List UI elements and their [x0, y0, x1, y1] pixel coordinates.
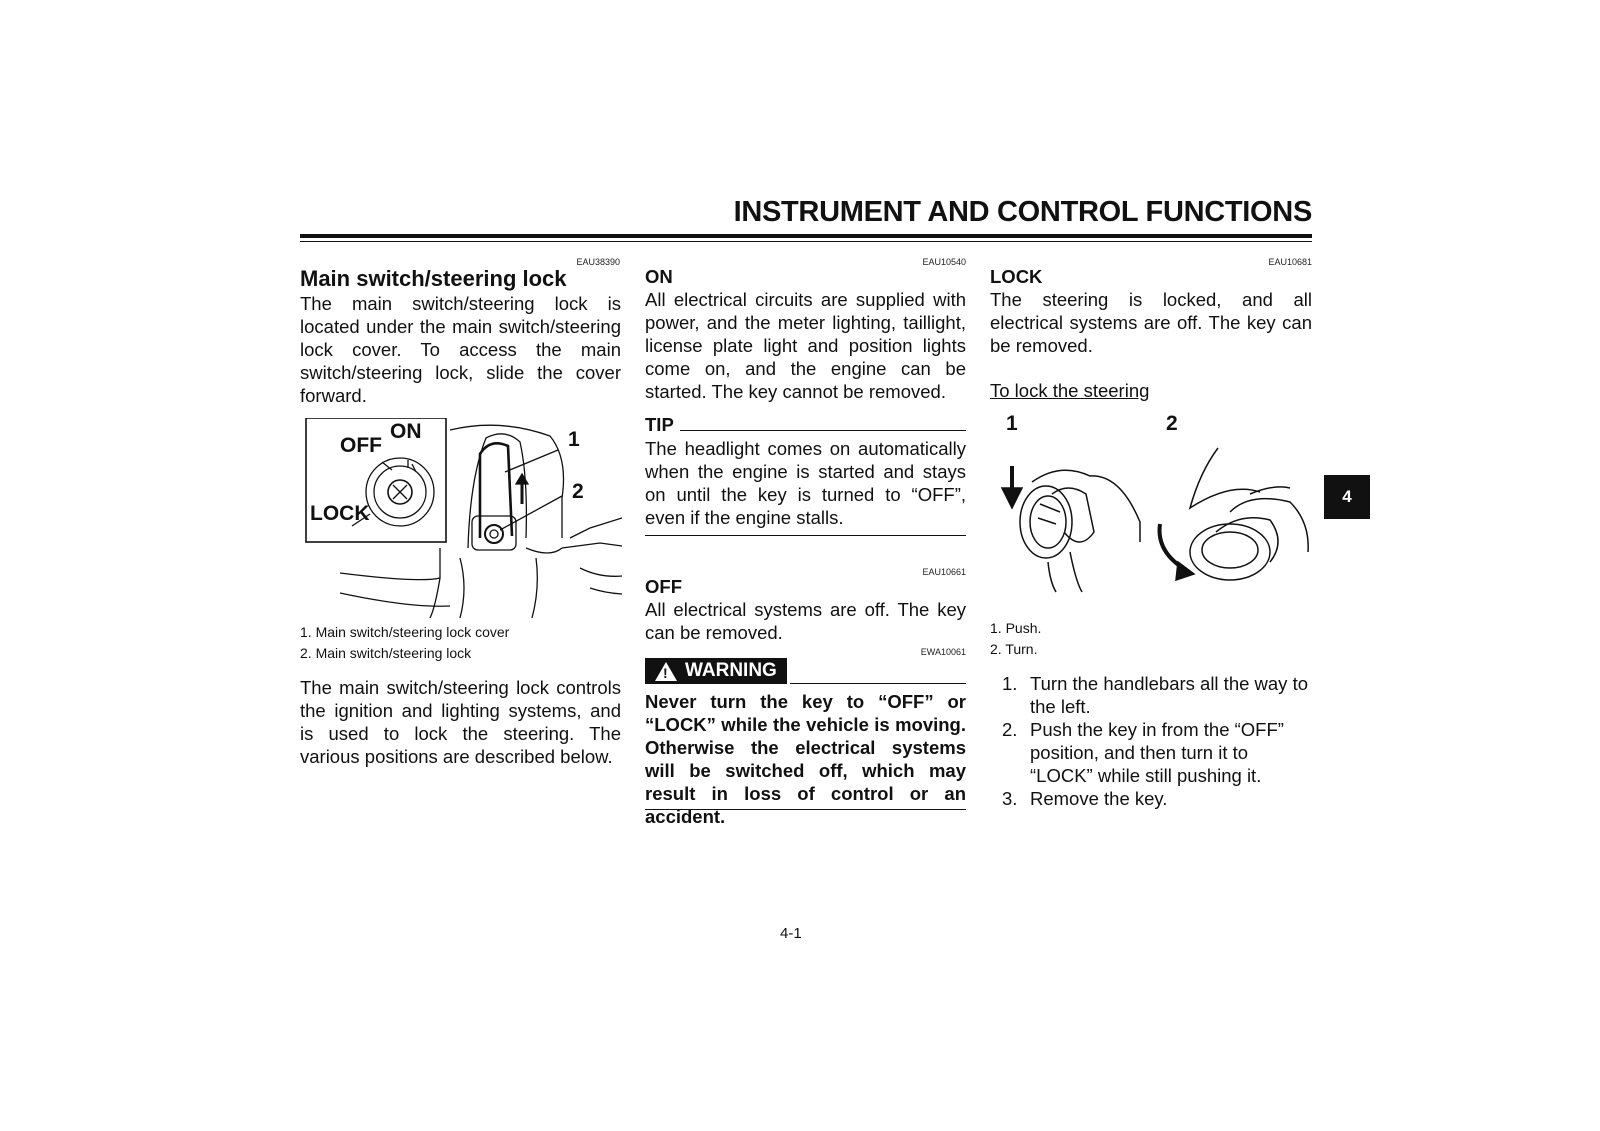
caption-item: 2. Turn. — [990, 641, 1038, 657]
push-turn-illustration — [990, 412, 1312, 612]
lock-code: EAU10681 — [1268, 257, 1312, 267]
header-rule — [300, 234, 1312, 238]
step-number: 3. — [1002, 788, 1018, 809]
caption-item: 2. Main switch/steering lock — [300, 645, 472, 661]
caption-item: 1. Push. — [990, 620, 1042, 636]
tip-heading: TIP — [645, 414, 674, 435]
step-text: Push the key in from the “OFF” position, and then turn it to “LOCK” while still pushing it. — [1030, 719, 1284, 786]
warning-rule — [790, 683, 966, 684]
tip-rule — [680, 430, 966, 431]
off-paragraph: All electrical systems are off. The key can be removed. — [645, 599, 966, 643]
figure-label-2: 2 — [1166, 412, 1178, 435]
label-on: ON — [390, 420, 422, 443]
warning-badge — [645, 658, 787, 684]
warning-icon: ! — [655, 662, 677, 681]
chapter-tab: 4 — [1324, 475, 1370, 519]
page-number: 4-1 — [780, 925, 802, 942]
switch-figure — [300, 418, 622, 618]
outro-paragraph: The main switch/steering lock controls the ignition and lighting systems, and is used to lock the steering. The various positions are described below. — [300, 677, 621, 767]
step-text: Remove the key. — [1030, 788, 1168, 809]
page-header-title: INSTRUMENT AND CONTROL FUNCTIONS — [733, 196, 1312, 228]
on-heading: ON — [645, 266, 673, 287]
lock-heading: LOCK — [990, 266, 1043, 287]
lock-steps-list — [1002, 672, 1312, 810]
step-number: 2. — [1002, 719, 1018, 740]
step-text: Turn the handlebars all the way to the left. — [1030, 673, 1309, 717]
label-lock: LOCK — [310, 502, 370, 525]
step-number: 1. — [1002, 673, 1018, 694]
lock-subheading: To lock the steering — [990, 380, 1150, 401]
tip-paragraph: The headlight comes on automatically when the engine is started and stays on until the key is turned to “OFF”, even if the engine stalls. — [645, 438, 966, 528]
lock-figure — [990, 412, 1312, 612]
list-item — [1002, 718, 1312, 787]
warning-paragraph: Never turn the key to “OFF” or “LOCK” while the vehicle is moving. Otherwise the electrical systems will be switched off, which may result in loss of control or an accident. — [645, 691, 966, 827]
label-off: OFF — [340, 434, 382, 457]
lock-figure-captions — [990, 618, 1312, 660]
section-heading: Main switch/steering lock — [300, 266, 567, 291]
warning-end-rule — [645, 809, 966, 810]
warning-code: EWA10061 — [920, 647, 966, 657]
list-item — [1002, 672, 1312, 718]
intro-paragraph: The main switch/steering lock is located under the main switch/steering lock cover. To access the main switch/steering lock, slide the cover forward. — [300, 293, 621, 406]
figure-label-1: 1 — [1006, 412, 1018, 435]
on-paragraph: All electrical circuits are supplied with power, and the meter lighting, taillight, license plate light and position lights come on, and the engine can be started. The key cannot be removed. — [645, 289, 966, 402]
off-heading: OFF — [645, 576, 682, 597]
header-rule-thin — [300, 241, 1312, 242]
lock-paragraph: The steering is locked, and all electrical systems are off. The key can be removed. — [990, 289, 1312, 356]
callout-1: 1 — [568, 428, 580, 451]
section-code: EAU38390 — [576, 257, 620, 267]
on-code: EAU10540 — [922, 257, 966, 267]
warning-label: WARNING — [685, 660, 777, 681]
callout-2: 2 — [572, 480, 584, 503]
off-code: EAU10661 — [922, 567, 966, 577]
tip-end-rule — [645, 535, 966, 536]
figure-captions — [300, 622, 622, 664]
caption-item: 1. Main switch/steering lock cover — [300, 624, 510, 640]
list-item — [1002, 787, 1312, 810]
